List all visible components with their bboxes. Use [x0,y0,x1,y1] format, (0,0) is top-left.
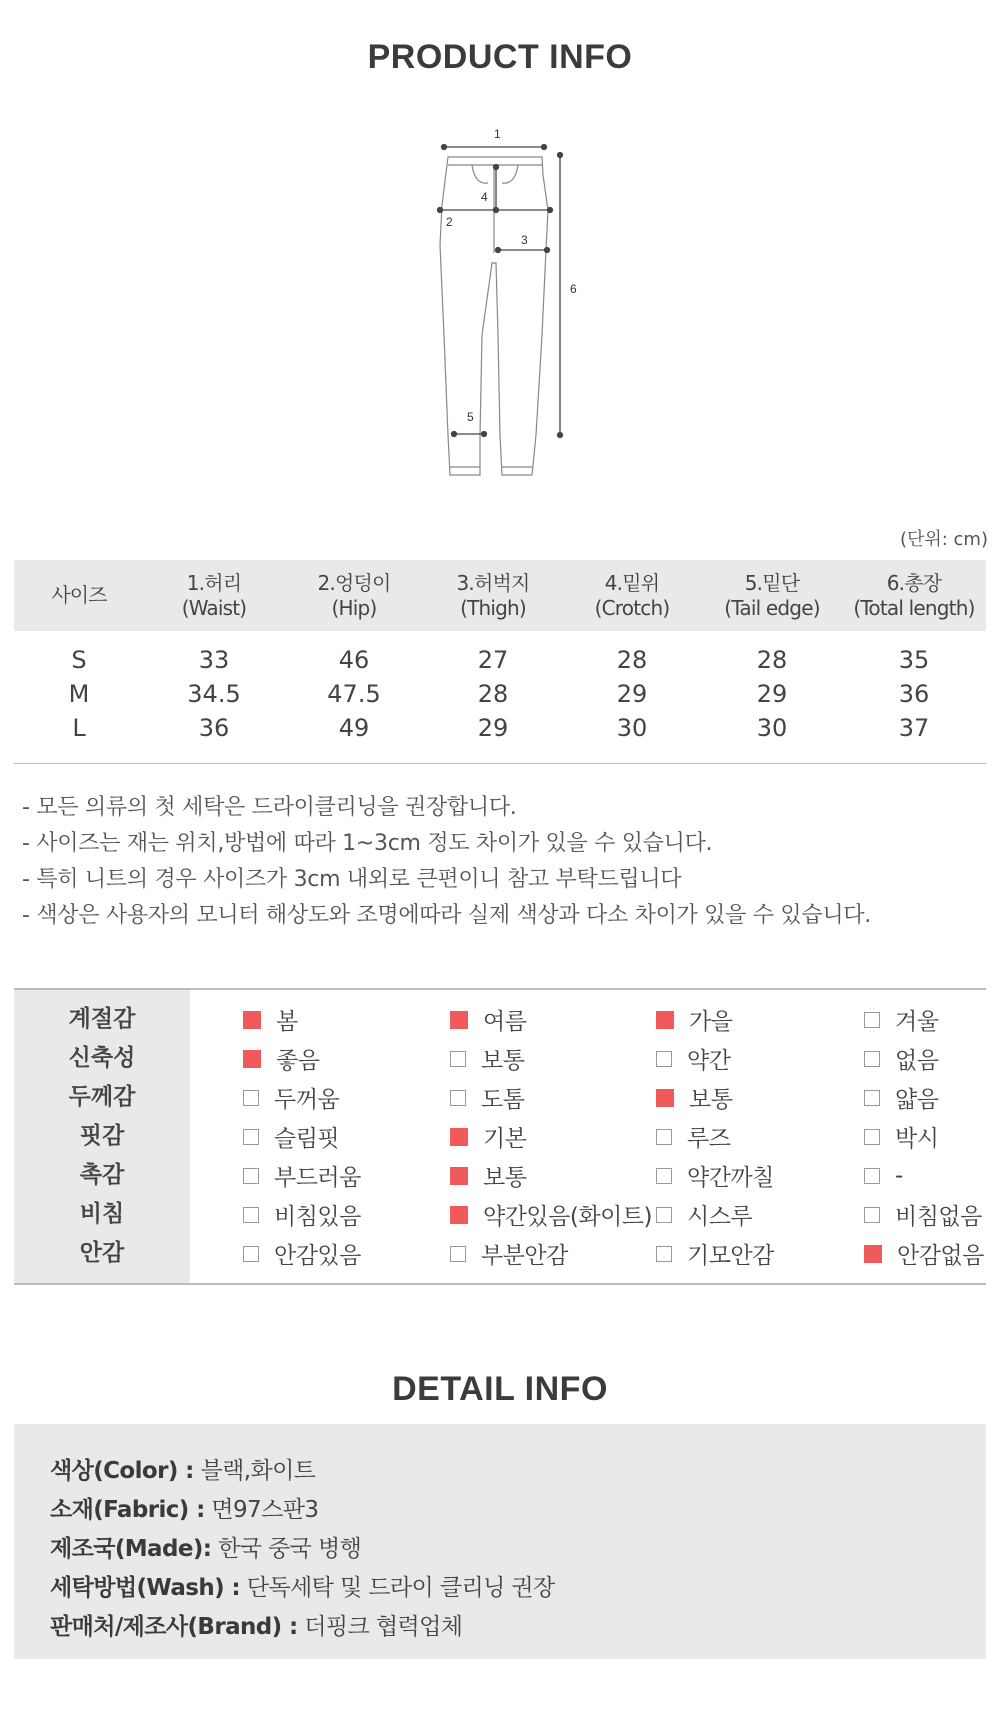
measure-label-5: 5 [467,410,474,424]
feature-option [864,1078,938,1117]
checked-box-icon [656,1011,674,1029]
value-cell: 33 [198,646,230,674]
value-cell: 28 [616,646,648,674]
feature-label: 핏감 [79,1123,125,1149]
unchecked-box-icon [864,1168,880,1184]
header-hip: 2.엉덩이 (Hip) [317,570,391,620]
feature-option [243,1039,319,1078]
header-thigh: 3.허벅지 (Thigh) [456,570,530,620]
unchecked-box-icon [450,1246,466,1262]
measure-label-4: 4 [481,190,488,204]
feature-option [864,1039,938,1078]
feature-option [243,1156,361,1195]
unchecked-box-icon [864,1207,880,1223]
feature-option-label: 겨울 [895,1009,939,1035]
feature-option-label: 기본 [483,1126,527,1152]
value-cell: 28 [477,680,509,708]
checked-box-icon [656,1089,674,1107]
feature-label: 비침 [79,1201,125,1227]
feature-option-label: 얇음 [895,1087,939,1113]
unit-label: (단위: cm) [899,529,988,550]
feature-option [450,1195,652,1234]
feature-option [450,1000,526,1039]
unchecked-box-icon [656,1246,672,1262]
value-cell: 29 [616,680,648,708]
value-cell: 46 [338,646,370,674]
detail-made: 제조국(Made): 한국 중국 병행 [50,1536,362,1562]
feature-option [450,1078,524,1117]
unchecked-box-icon [243,1129,259,1145]
feature-option [656,1156,774,1195]
feature-option-label: 슬림핏 [274,1126,340,1152]
size-cell: M [68,680,90,708]
checked-box-icon [450,1011,468,1029]
note-line: - 사이즈는 재는 위치,방법에 따라 1~3cm 정도 차이가 있을 수 있습니다. [22,831,713,856]
size-table-bottom-rule [14,763,986,764]
unchecked-box-icon [243,1246,259,1262]
unchecked-box-icon [864,1051,880,1067]
feature-option [656,1234,774,1273]
detail-info-panel [14,1424,986,1659]
feature-option-label: 부분안감 [481,1243,568,1269]
unchecked-box-icon [243,1207,259,1223]
detail-color: 색상(Color) : 블랙,화이트 [50,1458,316,1484]
feature-option [656,1195,752,1234]
feature-option-label: 약간있음(화이트) [483,1204,652,1230]
feature-option-label: 약간 [687,1048,731,1074]
feature-option [243,1117,339,1156]
value-cell: 29 [477,714,509,742]
care-notes [22,790,992,934]
feature-row [14,1078,986,1117]
product-info-title: PRODUCT INFO [367,38,633,76]
feature-option-label: 비침없음 [895,1204,982,1230]
value-cell: 30 [616,714,648,742]
value-cell: 47.5 [327,680,381,708]
detail-fabric: 소재(Fabric) : 면97스판3 [50,1497,319,1523]
feature-option-label: - [895,1162,903,1189]
size-table [14,560,986,757]
measure-label-2: 2 [446,215,453,229]
feature-row [14,1195,986,1234]
feature-option [450,1156,526,1195]
table-row [14,711,986,757]
feature-table [14,988,986,1285]
feature-row [14,1039,986,1078]
unchecked-box-icon [864,1129,880,1145]
feature-option-label: 보통 [689,1087,733,1113]
feature-label: 계절감 [68,1006,136,1032]
feature-option [450,1039,524,1078]
size-cell: L [72,714,86,742]
feature-option [864,1000,938,1039]
checked-box-icon [450,1128,468,1146]
feature-option-label: 기모안감 [687,1243,774,1269]
feature-option [243,1195,361,1234]
unchecked-box-icon [243,1168,259,1184]
feature-option-label: 루즈 [687,1126,731,1152]
feature-label: 안감 [79,1240,125,1266]
unchecked-box-icon [864,1012,880,1028]
feature-option [864,1195,982,1234]
value-cell: 35 [898,646,930,674]
feature-option-label: 보통 [481,1048,525,1074]
feature-option [450,1234,568,1273]
unchecked-box-icon [243,1090,259,1106]
feature-option [656,1039,730,1078]
feature-label: 신축성 [68,1045,136,1071]
feature-row [14,1156,986,1195]
value-cell: 29 [756,680,788,708]
feature-label: 촉감 [79,1162,125,1188]
checked-box-icon [243,1011,261,1029]
unchecked-box-icon [656,1207,672,1223]
feature-option [243,1078,339,1117]
unchecked-box-icon [656,1051,672,1067]
feature-option-label: 보통 [483,1165,527,1191]
header-crotch: 4.밑위 (Crotch) [594,570,670,620]
feature-option [243,1234,361,1273]
feature-row [14,1234,986,1273]
feature-option-label: 가을 [689,1009,733,1035]
feature-option-label: 약간까칠 [687,1165,774,1191]
feature-option-label: 여름 [483,1009,527,1035]
value-cell: 30 [756,714,788,742]
table-row [14,631,986,677]
feature-option-label: 좋음 [276,1048,320,1074]
header-waist: 1.허리 (Waist) [181,570,247,620]
size-cell: S [71,646,87,674]
feature-option [864,1156,903,1195]
unchecked-box-icon [864,1090,880,1106]
unchecked-box-icon [656,1168,672,1184]
feature-option [864,1234,984,1273]
unchecked-box-icon [450,1090,466,1106]
checked-box-icon [450,1206,468,1224]
header-size: 사이즈 [51,583,107,607]
feature-option-label: 두꺼움 [274,1087,340,1113]
unchecked-box-icon [450,1051,466,1067]
feature-option-label: 없음 [895,1048,939,1074]
header-total-length: 6.총장 (Total length) [853,570,975,620]
detail-brand: 판매처/제조사(Brand) : 더핑크 협력업체 [50,1614,463,1640]
value-cell: 49 [338,714,370,742]
size-table-header [14,560,986,631]
feature-row [14,1117,986,1156]
note-line: - 모든 의류의 첫 세탁은 드라이클리닝을 권장합니다. [22,795,517,820]
note-line: - 색상은 사용자의 모니터 해상도와 조명에따라 실제 색상과 다소 차이가 있을 수 있습니다. [22,903,871,928]
feature-option-label: 도톰 [481,1087,525,1113]
value-cell: 28 [756,646,788,674]
feature-option [243,1000,298,1039]
checked-box-icon [243,1050,261,1068]
value-cell: 37 [898,714,930,742]
measure-label-1: 1 [494,127,501,141]
note-line: - 특히 니트의 경우 사이즈가 3cm 내외로 큰편이니 참고 부탁드립니다 [22,867,682,892]
value-cell: 27 [477,646,509,674]
feature-option [656,1000,732,1039]
feature-option-label: 안감없음 [897,1243,984,1269]
measure-label-6: 6 [570,282,577,296]
feature-row [14,1000,986,1039]
checked-box-icon [450,1167,468,1185]
pants-measurement-diagram [430,127,620,490]
feature-label: 두께감 [68,1084,136,1110]
feature-option-label: 비침있음 [274,1204,361,1230]
table-row [14,677,986,711]
detail-wash: 세탁방법(Wash) : 단독세탁 및 드라이 클리닝 권장 [50,1575,555,1601]
feature-option-label: 시스루 [687,1204,753,1230]
feature-option [864,1117,938,1156]
feature-option-label: 박시 [895,1126,939,1152]
unchecked-box-icon [656,1129,672,1145]
checked-box-icon [864,1245,882,1263]
value-cell: 36 [898,680,930,708]
value-cell: 36 [198,714,230,742]
feature-option [656,1117,730,1156]
value-cell: 34.5 [187,680,241,708]
feature-option [656,1078,732,1117]
feature-option-label: 부드러움 [274,1165,361,1191]
feature-option-label: 봄 [276,1009,298,1035]
feature-option-label: 안감있음 [274,1243,361,1269]
detail-info-title: DETAIL INFO [392,1370,608,1408]
header-tail-edge: 5.밑단 (Tail edge) [724,570,820,620]
measure-label-3: 3 [521,233,528,247]
feature-option [450,1117,526,1156]
